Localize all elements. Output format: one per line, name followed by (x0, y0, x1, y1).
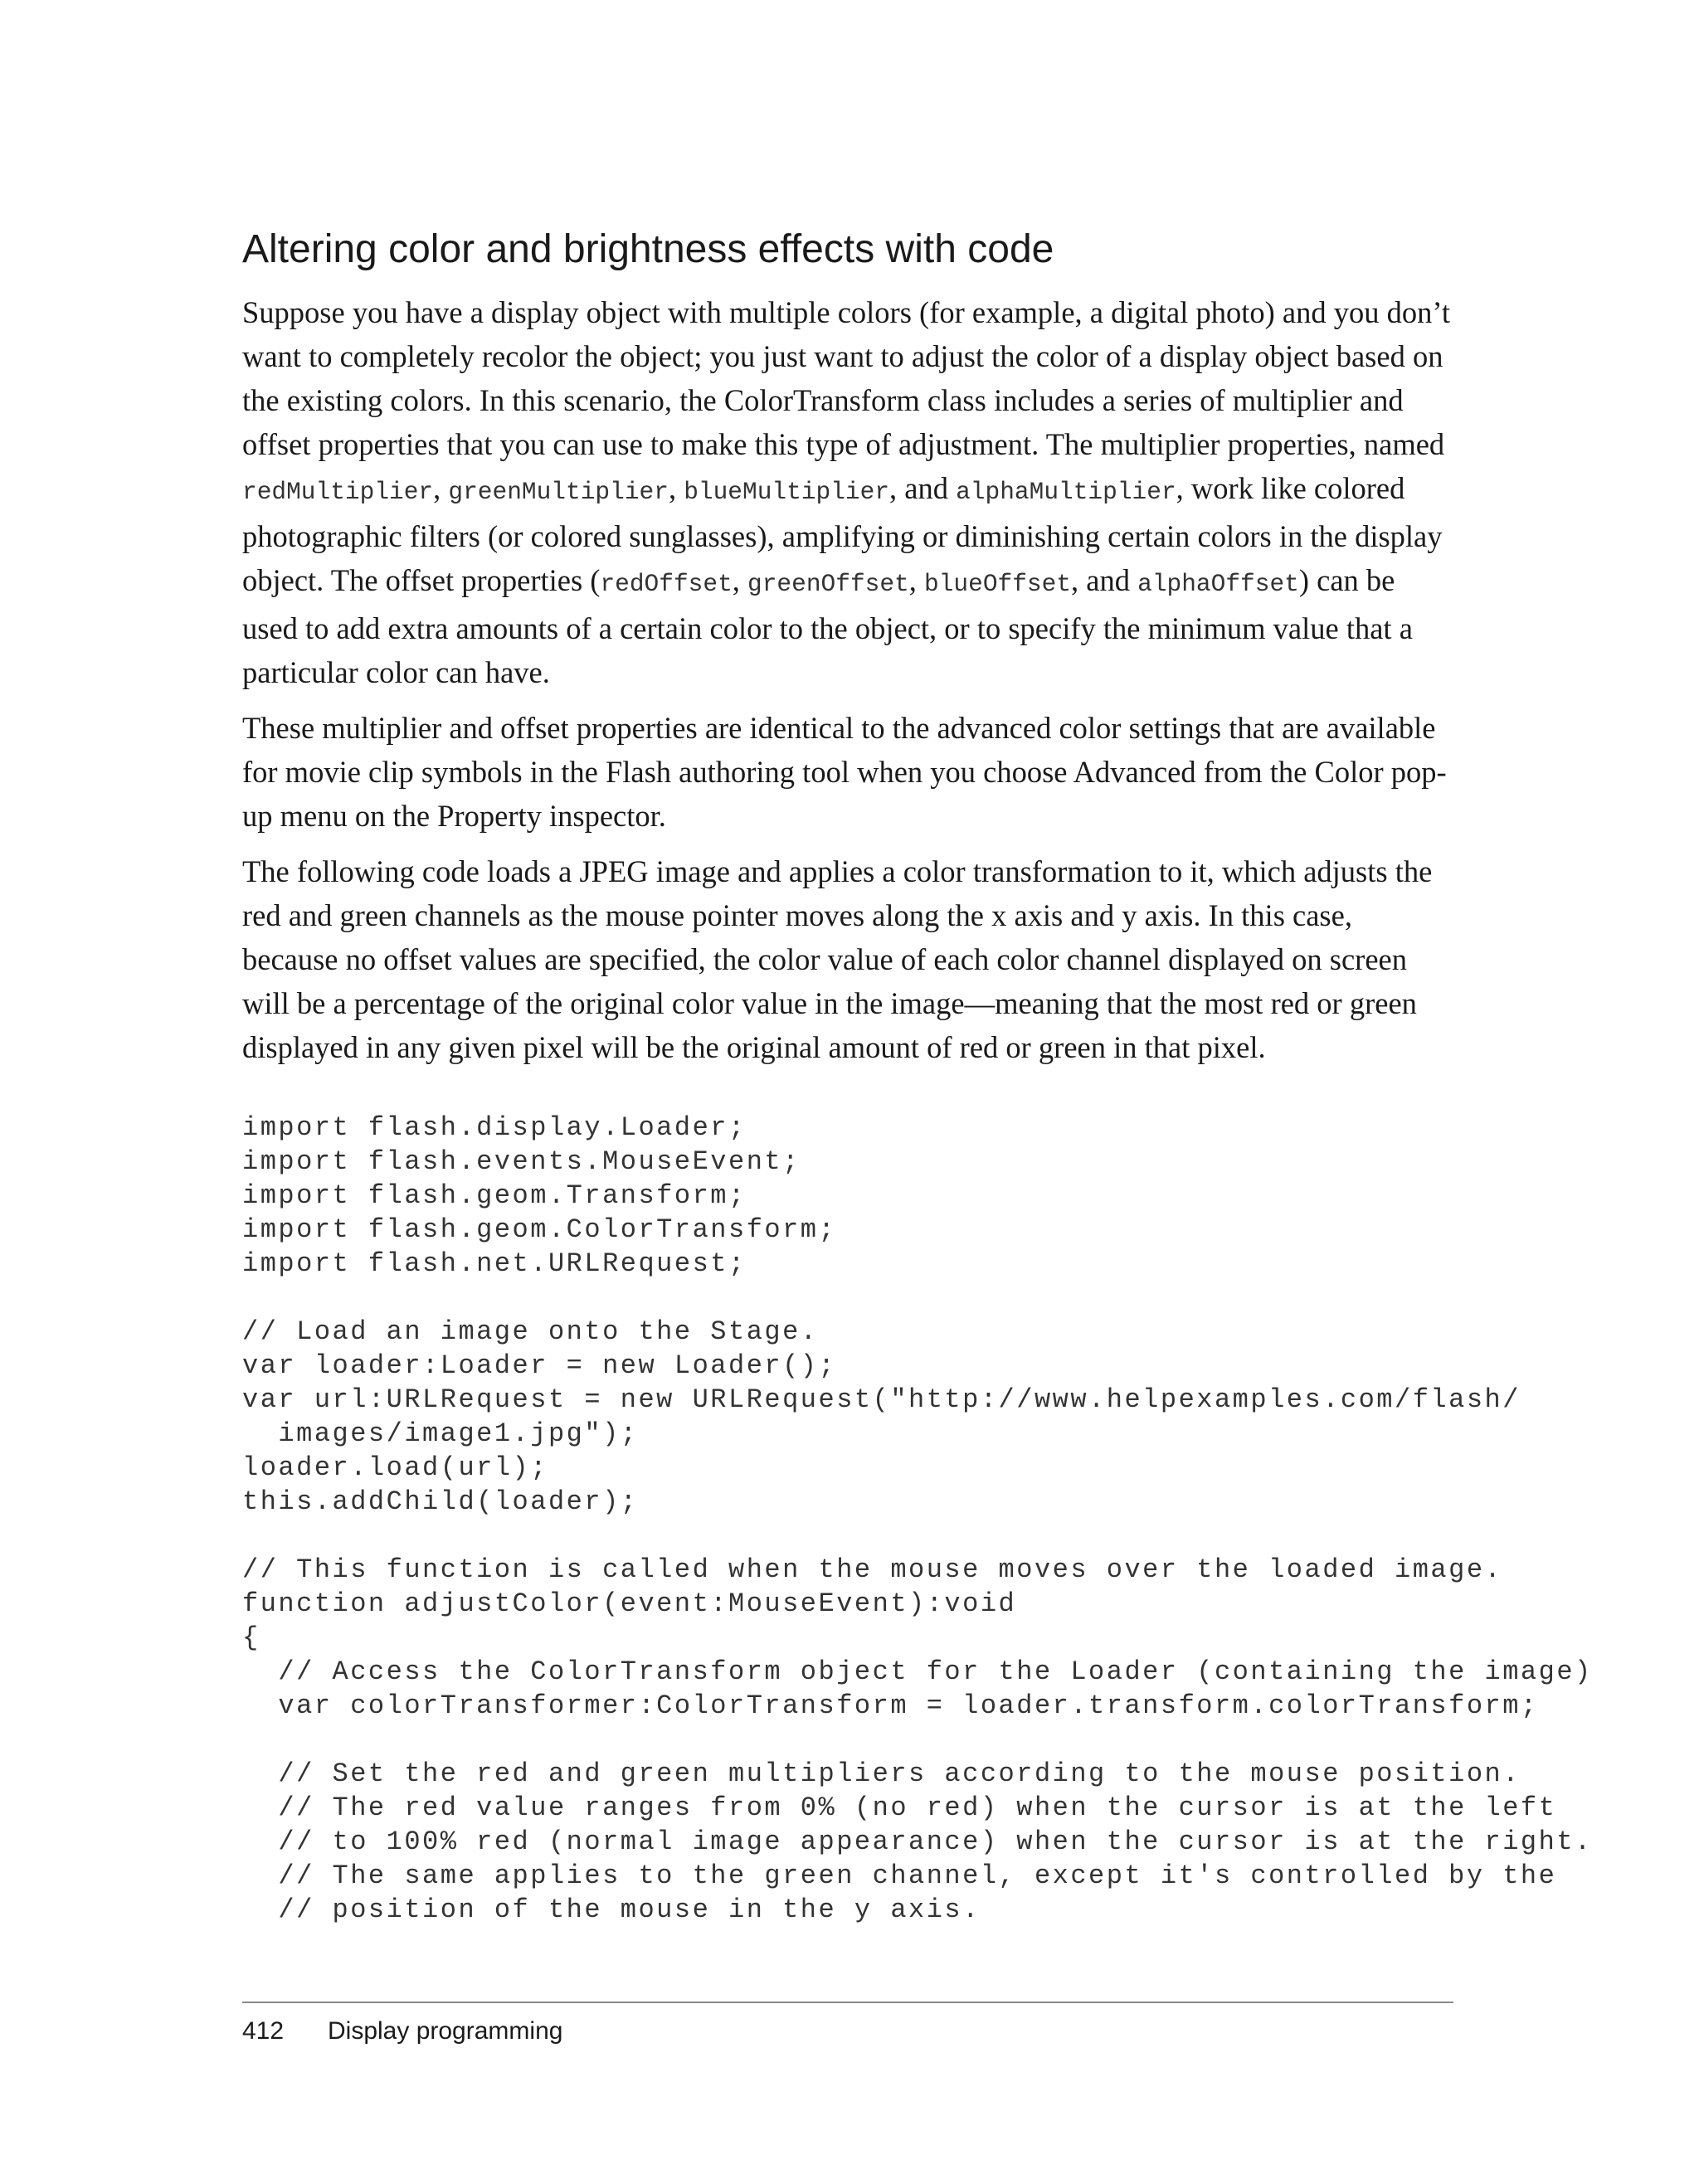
code-line: { (242, 1622, 260, 1653)
code-line: // Load an image onto the Stage. (242, 1316, 819, 1347)
code-line: // Set the red and green multipliers according to the mouse position. (242, 1758, 1521, 1789)
code-line: import flash.display.Loader; (242, 1112, 747, 1143)
inline-code: greenOffset (747, 570, 909, 598)
code-line: import flash.events.MouseEvent; (242, 1146, 801, 1177)
text-run: Suppose you have a display object with multiple colors (for example, a digital photo) and you don’t want to completely recolor the object; you just want to adjust the color of a display object based on the existing colors. In this scenario, the ColorTransform class includes a series of multiplier and offset properties that you can use to make this type of adjustment. The multiplier properties, named (242, 295, 1450, 461)
text-run: , (668, 471, 684, 505)
code-line: // The same applies to the green channel, except it's controlled by the (242, 1861, 1557, 1891)
code-line: // Access the ColorTransform object for the Loader (containing the image) (242, 1656, 1593, 1687)
text-run: , and (889, 471, 957, 505)
code-line: import flash.net.URLRequest; (242, 1248, 747, 1279)
text-run: , (908, 563, 925, 597)
body-text (242, 290, 1453, 1081)
code-line: // This function is called when the mouse moves over the loaded image. (242, 1554, 1503, 1585)
inline-code: alphaOffset (1137, 570, 1299, 598)
code-line: import flash.geom.ColorTransform; (242, 1214, 837, 1245)
paragraph-color-transform-intro (242, 290, 1453, 694)
text-run: , (433, 471, 449, 505)
section-heading: Altering color and brightness effects with code (242, 227, 1054, 271)
text-run: , and (1071, 563, 1138, 597)
code-line: images/image1.jpg"); (242, 1418, 639, 1449)
code-line: // to 100% red (normal image appearance) when the cursor is at the right. (242, 1826, 1593, 1857)
code-line: loader.load(url); (242, 1452, 548, 1483)
footer-divider (242, 2002, 1453, 2003)
inline-code: redMultiplier (242, 478, 434, 506)
code-line (242, 1281, 1593, 1315)
page-footer (242, 2017, 562, 2045)
inline-code: blueOffset (924, 570, 1072, 598)
paragraph-authoring-tool: These multiplier and offset properties are identical to the advanced color settings that are available for movie clip symbols in the Flash authoring tool when you choose Advanced from the Color pop-up menu on the Property inspector. (242, 711, 1447, 833)
inline-code: redOffset (600, 570, 733, 598)
code-line: // The red value ranges from 0% (no red) when the cursor is at the left (242, 1792, 1557, 1823)
code-listing (242, 1111, 1593, 1927)
code-line: this.addChild(loader); (242, 1486, 639, 1517)
code-line (242, 1519, 1593, 1553)
text-run: , work like colored photographic filters (or colored sunglasses), amplifying or diminishing certain colors in the display object. The offset properties ( (242, 471, 1443, 597)
text-run: ) can be used to add extra amounts of a certain color to the object, or to specify the minimum value that a particular color can have. (242, 563, 1413, 689)
code-line: var colorTransformer:ColorTransform = loader.transform.colorTransform; (242, 1690, 1539, 1721)
page-number: 412 (242, 2017, 285, 2045)
code-line: var loader:Loader = new Loader(); (242, 1350, 837, 1381)
code-line: import flash.geom.Transform; (242, 1180, 747, 1211)
code-line: function adjustColor(event:MouseEvent):void (242, 1588, 1017, 1619)
paragraph-code-intro: The following code loads a JPEG image and applies a color transformation to it, which adjusts the red and green channels as the mouse pointer moves along the x axis and y axis. In this case, because no offset values are specified, the color value of each color channel displayed on screen will be a percentage of the original color value in the image—meaning that the most red or green displayed in any given pixel will be the original amount of red or green in that pixel. (242, 854, 1433, 1064)
inline-code: alphaMultiplier (956, 478, 1176, 506)
text-run: , (732, 563, 748, 597)
inline-code: greenMultiplier (448, 478, 669, 506)
footer-section-title: Display programming (328, 2017, 563, 2045)
inline-code: blueMultiplier (684, 478, 890, 506)
code-line (242, 1723, 1593, 1757)
code-line: // position of the mouse in the y axis. (242, 1895, 981, 1925)
code-line: var url:URLRequest = new URLRequest("http://www.helpexamples.com/flash/ (242, 1384, 1521, 1415)
